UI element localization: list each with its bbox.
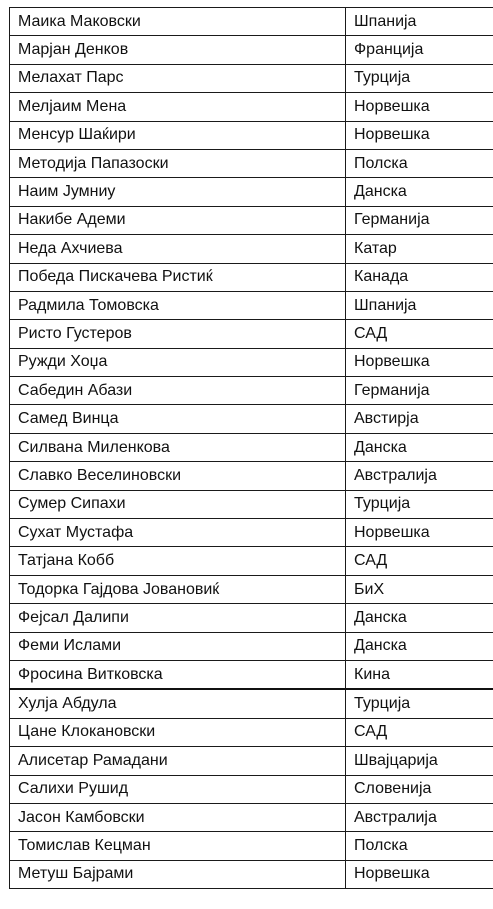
table-row <box>10 93 493 121</box>
name-cell: Мелјаим Мена <box>10 93 346 121</box>
table-row <box>10 747 493 775</box>
country-cell: Франција <box>346 36 493 64</box>
name-cell: Славко Веселиновски <box>10 462 346 490</box>
country-cell: БиХ <box>346 575 493 603</box>
table-row <box>10 433 493 461</box>
name-cell: Ружди Хоџа <box>10 348 346 376</box>
country-cell: Норвешка <box>346 860 493 888</box>
table-row <box>10 377 493 405</box>
name-cell: Салихи Рушид <box>10 775 346 803</box>
table-row <box>10 860 493 888</box>
country-cell: Катар <box>346 235 493 263</box>
table-row <box>10 235 493 263</box>
name-cell: Мелахат Парс <box>10 64 346 92</box>
table-row <box>10 547 493 575</box>
country-cell: Кина <box>346 660 493 689</box>
country-cell: Данска <box>346 632 493 660</box>
country-cell: Швајцарија <box>346 747 493 775</box>
country-cell: САД <box>346 320 493 348</box>
table-row <box>10 832 493 860</box>
country-cell: Шпанија <box>346 8 493 36</box>
country-cell: Германија <box>346 377 493 405</box>
name-cell: Феми Ислами <box>10 632 346 660</box>
country-cell: Турција <box>346 64 493 92</box>
table-row <box>10 348 493 376</box>
table-row <box>10 775 493 803</box>
country-cell: Норвешка <box>346 93 493 121</box>
table-row <box>10 575 493 603</box>
country-cell: Турција <box>346 490 493 518</box>
country-cell: Канада <box>346 263 493 291</box>
table-row <box>10 519 493 547</box>
country-cell: Германија <box>346 206 493 234</box>
name-cell: Наим Јумниу <box>10 178 346 206</box>
name-cell: Метуш Бајрами <box>10 860 346 888</box>
table-row <box>10 604 493 632</box>
country-cell: Норвешка <box>346 121 493 149</box>
name-cell: Сумер Сипахи <box>10 490 346 518</box>
name-cell: Сабедин Абази <box>10 377 346 405</box>
name-cell: Накибе Адеми <box>10 206 346 234</box>
name-cell: Јасон Камбовски <box>10 803 346 831</box>
country-cell: Данска <box>346 604 493 632</box>
table-row <box>10 803 493 831</box>
table-row <box>10 660 493 689</box>
table-row <box>10 206 493 234</box>
table-row <box>10 462 493 490</box>
name-cell: Алисетар Рамадани <box>10 747 346 775</box>
name-cell: Тодорка Гајдова Јовановиќ <box>10 575 346 603</box>
names-table-container <box>9 7 485 889</box>
name-cell: Самед Винца <box>10 405 346 433</box>
table-row <box>10 121 493 149</box>
table-row <box>10 64 493 92</box>
name-cell: Ристо Густеров <box>10 320 346 348</box>
name-cell: Менсур Шаќири <box>10 121 346 149</box>
table-row <box>10 263 493 291</box>
name-cell: Неда Ахчиева <box>10 235 346 263</box>
name-cell: Маика Маковски <box>10 8 346 36</box>
table-row <box>10 8 493 36</box>
name-cell: Победа Пискачева Ристиќ <box>10 263 346 291</box>
name-cell: Силвана Миленкова <box>10 433 346 461</box>
table-row <box>10 405 493 433</box>
country-cell: Полска <box>346 832 493 860</box>
country-cell: Турција <box>346 689 493 718</box>
country-cell: Норвешка <box>346 519 493 547</box>
table-body <box>10 8 493 889</box>
table-row <box>10 36 493 64</box>
table-row <box>10 689 493 718</box>
name-cell: Радмила Томовска <box>10 291 346 319</box>
country-cell: Полска <box>346 149 493 177</box>
country-cell: Австралија <box>346 803 493 831</box>
name-cell: Сухат Мустафа <box>10 519 346 547</box>
country-cell: Норвешка <box>346 348 493 376</box>
name-cell: Цане Клокановски <box>10 718 346 746</box>
name-cell: Марјан Денков <box>10 36 346 64</box>
names-countries-table <box>9 7 493 889</box>
country-cell: Данска <box>346 178 493 206</box>
name-cell: Фејсал Далипи <box>10 604 346 632</box>
country-cell: САД <box>346 718 493 746</box>
country-cell: Австралија <box>346 462 493 490</box>
table-row <box>10 490 493 518</box>
name-cell: Методија Папазоски <box>10 149 346 177</box>
name-cell: Хулја Абдула <box>10 689 346 718</box>
table-row <box>10 178 493 206</box>
name-cell: Татјана Кобб <box>10 547 346 575</box>
name-cell: Фросина Витковска <box>10 660 346 689</box>
table-row <box>10 632 493 660</box>
table-row <box>10 718 493 746</box>
country-cell: Словенија <box>346 775 493 803</box>
country-cell: Шпанија <box>346 291 493 319</box>
table-row <box>10 149 493 177</box>
country-cell: САД <box>346 547 493 575</box>
country-cell: Данска <box>346 433 493 461</box>
country-cell: Австирја <box>346 405 493 433</box>
name-cell: Томислав Кецман <box>10 832 346 860</box>
table-row <box>10 320 493 348</box>
table-row <box>10 291 493 319</box>
